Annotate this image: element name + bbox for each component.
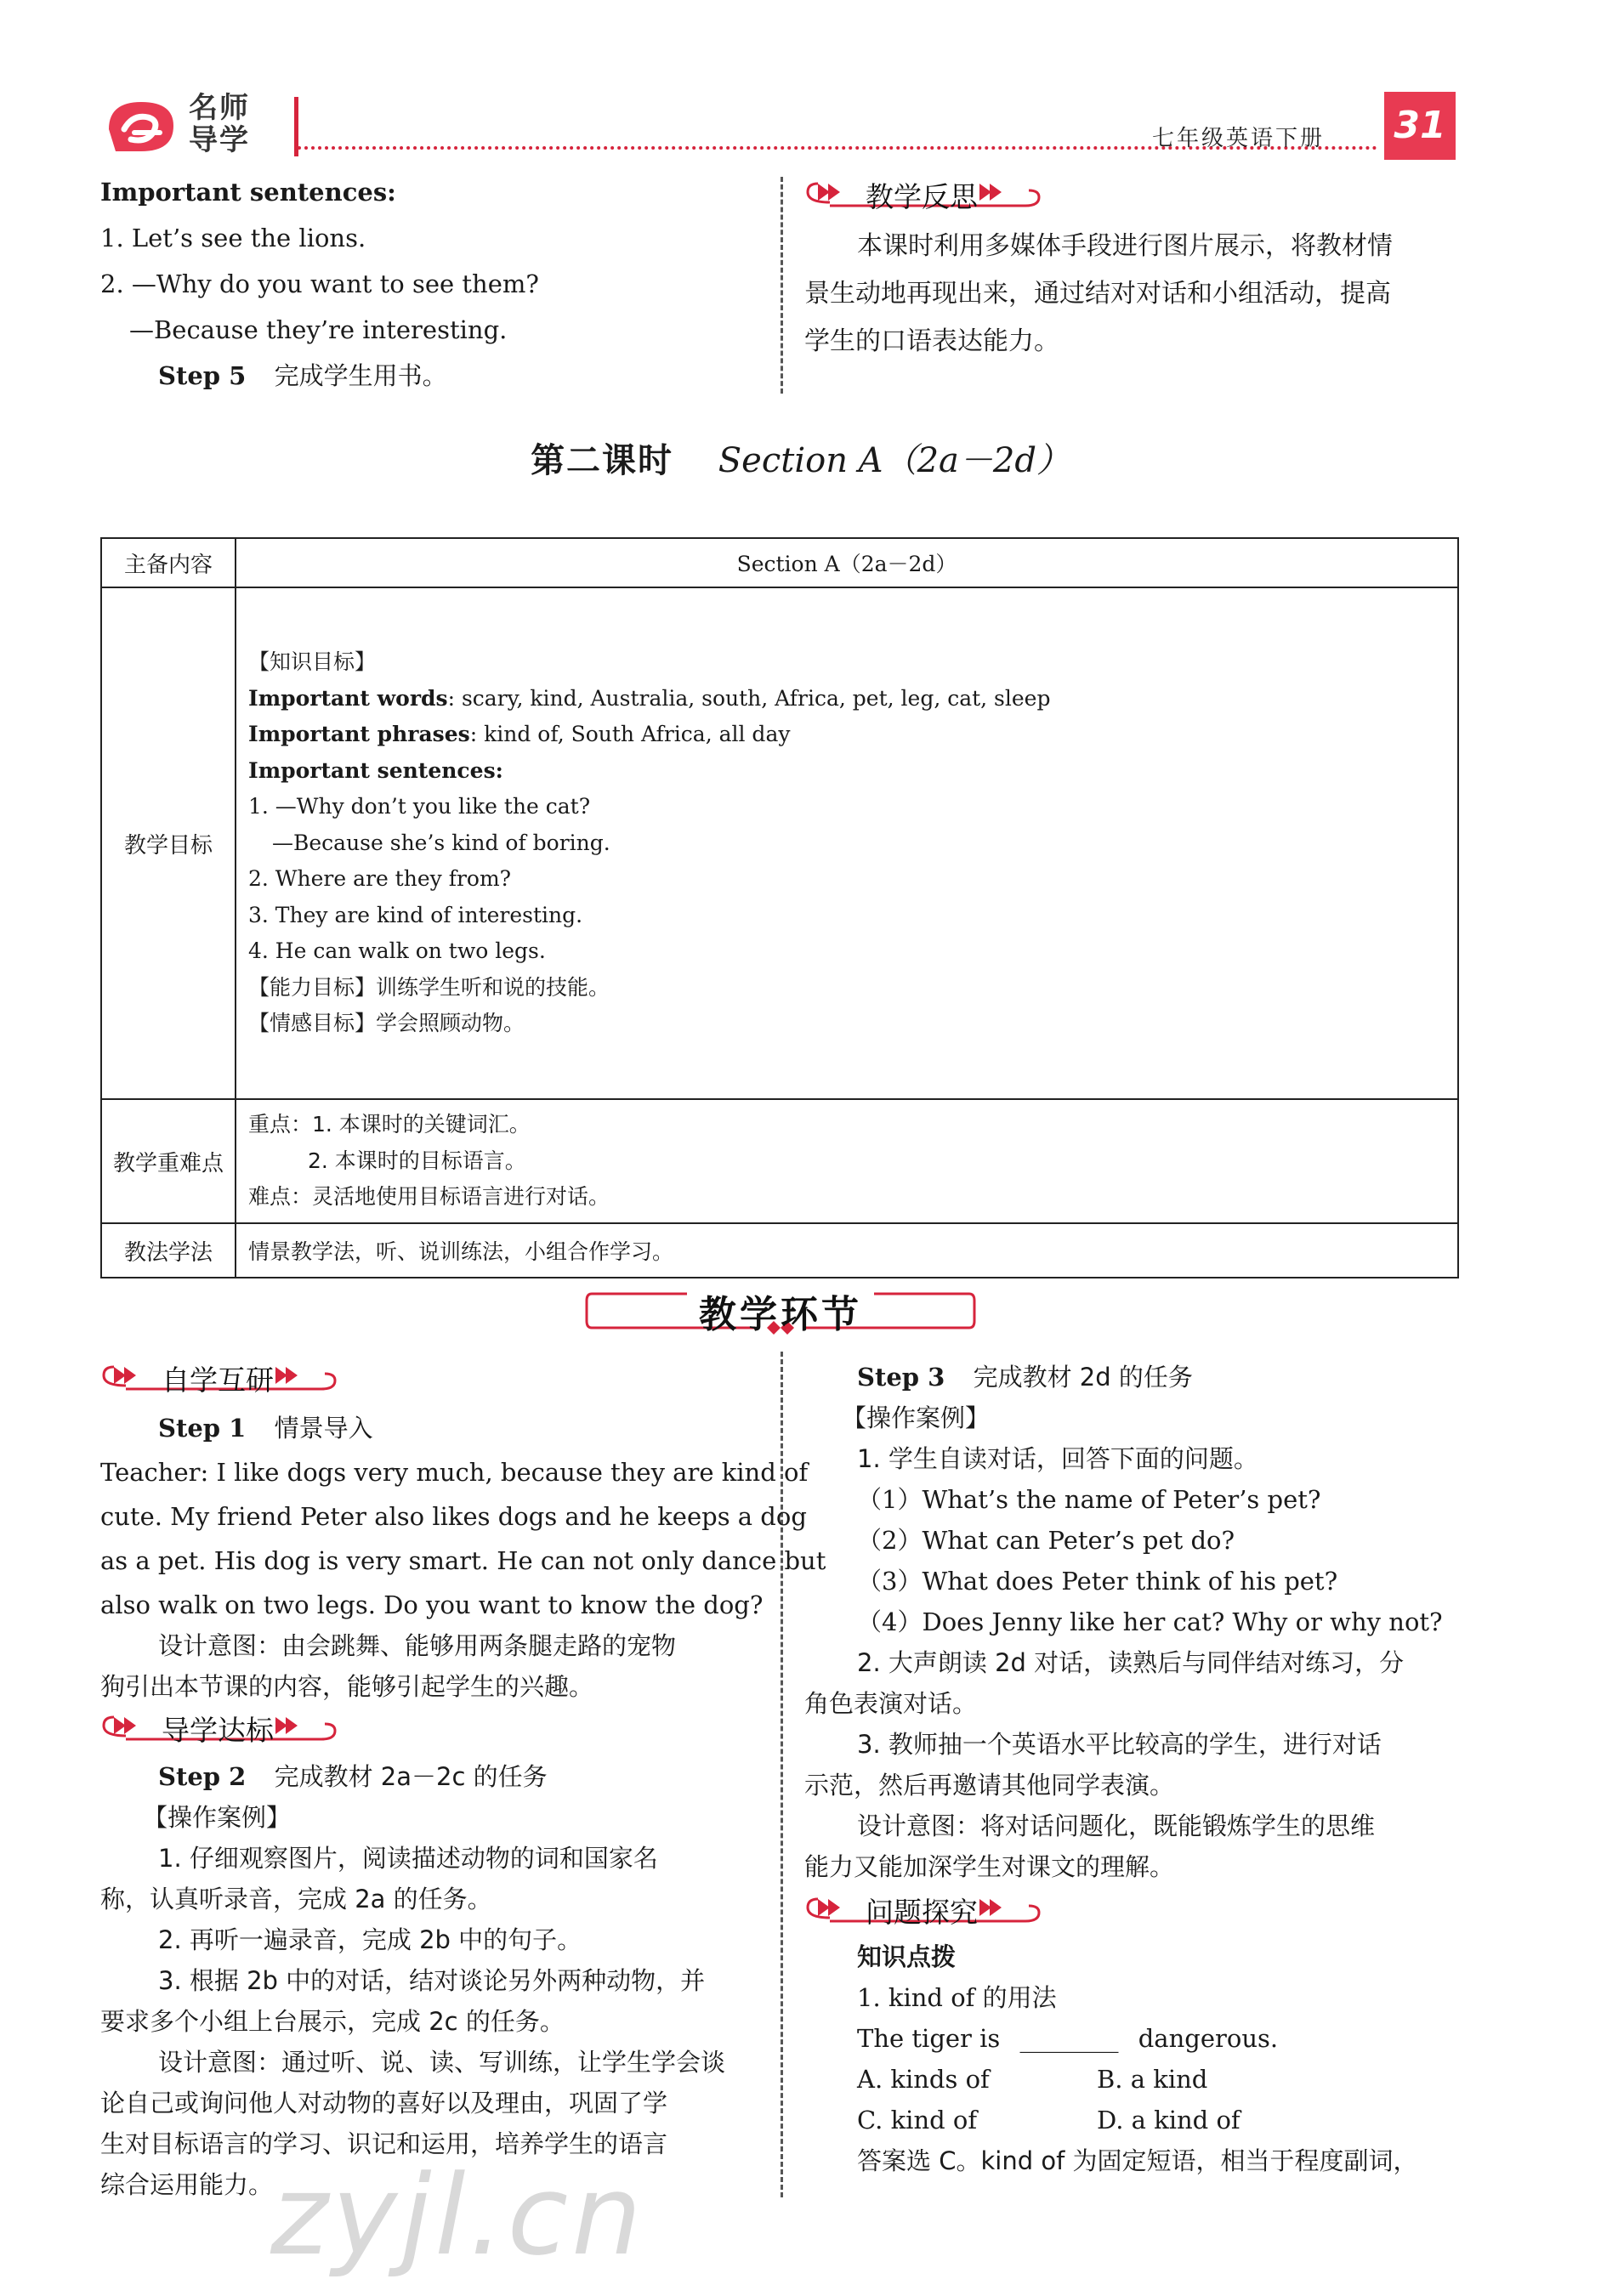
step2-text: 完成教材 2a－2c 的任务 (274, 1762, 548, 1791)
logo-mark-icon (100, 95, 182, 158)
step1-label: Step 1 (158, 1414, 247, 1443)
step1-line (158, 1413, 373, 1443)
step2-item: 2. 再听一遍录音，完成 2b 中的句子。 (158, 1925, 582, 1954)
step3-item: 示范，然后再邀请其他同学表演。 (804, 1771, 1175, 1800)
step2-item: 3. 根据 2b 中的对话，结对谈论另外两种动物，并 (158, 1966, 706, 1995)
row-label: 教学目标 (101, 587, 236, 1099)
step3-item: 1. 学生自读对话，回答下面的问题。 (857, 1444, 1258, 1473)
reflection-line: 本课时利用多媒体手段进行图片展示，将教材情 (857, 231, 1393, 261)
banner-label: 教学环节 (699, 1293, 862, 1336)
step3-question: （2）What can Peter’s pet do? (857, 1526, 1235, 1555)
design-note-line: 设计意图：将对话问题化，既能锻炼学生的思维 (857, 1811, 1376, 1840)
lesson-title-en: Section A（2a－2d） (718, 441, 1070, 480)
step2-item: 称，认真听录音，完成 2a 的任务。 (100, 1885, 492, 1913)
case-label: 【操作案例】 (143, 1803, 292, 1832)
key-points-cell (236, 1099, 1458, 1223)
step5-label: Step 5 (158, 361, 247, 390)
tag-guided-learning (100, 1707, 338, 1747)
objective-line: —Because she’s kind of boring. (272, 830, 610, 855)
teacher-line: as a pet. His dog is very smart. He can not only dance but (100, 1546, 826, 1575)
step3-question: （4）Does Jenny like her cat? Why or why not? (857, 1607, 1443, 1636)
table-row (101, 587, 1458, 1099)
design-note-line: 能力又能加深学生对课文的理解。 (804, 1852, 1175, 1881)
book-title: 七年级英语下册 (1152, 126, 1326, 151)
objective-line: 【情感目标】学会照顾动物。 (248, 1011, 525, 1036)
step1-text: 情景导入 (274, 1414, 373, 1443)
step5-line (158, 360, 447, 391)
question-stem: The tiger is (857, 2024, 1001, 2053)
sentence-line: —Because they’re interesting. (129, 315, 508, 344)
question-line (857, 2023, 1278, 2054)
tag-self-study (100, 1357, 338, 1397)
section-banner (585, 1282, 976, 1336)
knowledge-point: 1. kind of 的用法 (857, 1983, 1057, 2012)
row-label: 教法学法 (101, 1223, 236, 1278)
step3-question: （1）What’s the name of Peter’s pet? (857, 1485, 1321, 1514)
step3-item: 角色表演对话。 (804, 1689, 978, 1718)
design-note-line: 论自己或询问他人对动物的喜好以及理由，巩固了学 (100, 2089, 668, 2117)
question-end: dangerous. (1138, 2024, 1279, 2053)
step2-item: 要求多个小组上台展示，完成 2c 的任务。 (100, 2007, 565, 2036)
lesson-plan-table (100, 537, 1459, 1278)
key-point-line: 难点：灵活地使用目标语言进行对话。 (248, 1184, 610, 1210)
objectives-cell (236, 587, 1458, 1099)
step3-item: 2. 大声朗读 2d 对话，读熟后与同伴结对练习，分 (857, 1648, 1405, 1677)
sentence-line: 2. —Why do you want to see them? (100, 269, 539, 298)
design-note-line: 设计意图：由会跳舞、能够用两条腿走路的宠物 (158, 1631, 677, 1660)
table-row (101, 1223, 1458, 1278)
logo-line-1: 名师 (189, 91, 250, 125)
option-b: B. a kind (1097, 2065, 1208, 2094)
step3-question: （3）What does Peter think of his pet? (857, 1567, 1338, 1596)
objective-line: 【能力目标】训练学生听和说的技能。 (248, 974, 610, 1000)
tag-label: 自学互研 (162, 1363, 274, 1397)
step3-item: 3. 教师抽一个英语水平比较高的学生，进行对话 (857, 1730, 1382, 1759)
reflection-line: 学生的口语表达能力。 (804, 326, 1059, 356)
option-d: D. a kind of (1097, 2106, 1240, 2134)
lesson-title-cn: 第二课时 (531, 441, 674, 480)
design-note-line: 设计意图：通过听、说、读、写训练，让学生学会谈 (158, 2048, 726, 2077)
tag-label: 教学反思 (866, 180, 978, 213)
reflection-line: 景生动地再现出来，通过结对对话和小组活动，提高 (804, 279, 1391, 309)
objective-line: 3. They are kind of interesting. (248, 902, 583, 927)
step3-line (857, 1362, 1193, 1392)
step3-text: 完成教材 2d 的任务 (973, 1363, 1193, 1392)
row-value: 情景教学法，听、说训练法，小组合作学习。 (236, 1223, 1458, 1278)
step2-label: Step 2 (158, 1762, 247, 1791)
table-row (101, 538, 1458, 587)
option-a: A. kinds of (857, 2065, 990, 2094)
step3-label: Step 3 (857, 1363, 945, 1392)
row-label: 教学重难点 (101, 1099, 236, 1223)
objective-line: 【知识目标】 (248, 649, 377, 675)
answer-line: 答案选 C。kind of 为固定短语，相当于程度副词， (857, 2146, 1418, 2175)
question-blank: ________ (1019, 2024, 1119, 2053)
teacher-line: also walk on two legs. Do you want to know the dog? (100, 1590, 764, 1619)
row-label: 主备内容 (101, 538, 236, 587)
case-label: 【操作案例】 (842, 1403, 991, 1432)
sentence-line: 1. Let’s see the lions. (100, 224, 366, 252)
objective-line: 4. He can walk on two legs. (248, 938, 546, 964)
key-point-line: 重点：1. 本课时的关键词汇。 (248, 1112, 531, 1137)
top-column-divider (781, 177, 783, 394)
logo-text (189, 92, 250, 156)
design-note-line: 综合运用能力。 (100, 2170, 274, 2199)
teacher-line: cute. My friend Peter also likes dogs and he keeps a dog (100, 1502, 807, 1531)
tag-label: 问题探究 (866, 1896, 978, 1929)
design-note-line: 狗引出本节课的内容，能够引起学生的兴趣。 (100, 1672, 594, 1701)
option-c: C. kind of (857, 2106, 978, 2134)
tag-problem-exploration (804, 1889, 1042, 1929)
step2-item: 1. 仔细观察图片，阅读描述动物的词和国家名 (158, 1844, 658, 1873)
objective-line: Important phrases: kind of, South Africa, all day (248, 722, 791, 747)
watermark: zyjl.cn (270, 2151, 645, 2280)
step5-text: 完成学生用书。 (274, 361, 447, 390)
objective-line: 1. —Why don’t you like the cat? (248, 794, 591, 819)
table-row (101, 1099, 1458, 1223)
logo-line-2: 导学 (189, 123, 250, 157)
step2-line (158, 1761, 548, 1792)
objective-line: Important words: scary, kind, Australia, south, Africa, pet, leg, cat, sleep (248, 685, 1051, 711)
teacher-line: Teacher: I like dogs very much, because they are kind of (100, 1458, 809, 1487)
design-note-line: 生对目标语言的学习、识记和运用，培养学生的语言 (100, 2129, 668, 2158)
tag-teaching-reflection (804, 173, 1042, 211)
objective-line: Important sentences: (248, 757, 503, 783)
knowledge-label: 知识点拨 (857, 1942, 957, 1971)
page-number: 31 (1384, 92, 1456, 160)
objective-line: 2. Where are they from? (248, 866, 512, 892)
key-point-line: 2. 本课时的目标语言。 (308, 1148, 526, 1173)
publisher-logo (100, 92, 298, 160)
lesson-title (0, 434, 1601, 482)
important-sentences-heading: Important sentences: (100, 178, 396, 207)
row-value: Section A（2a－2d） (236, 538, 1458, 587)
tag-label: 导学达标 (162, 1714, 274, 1747)
